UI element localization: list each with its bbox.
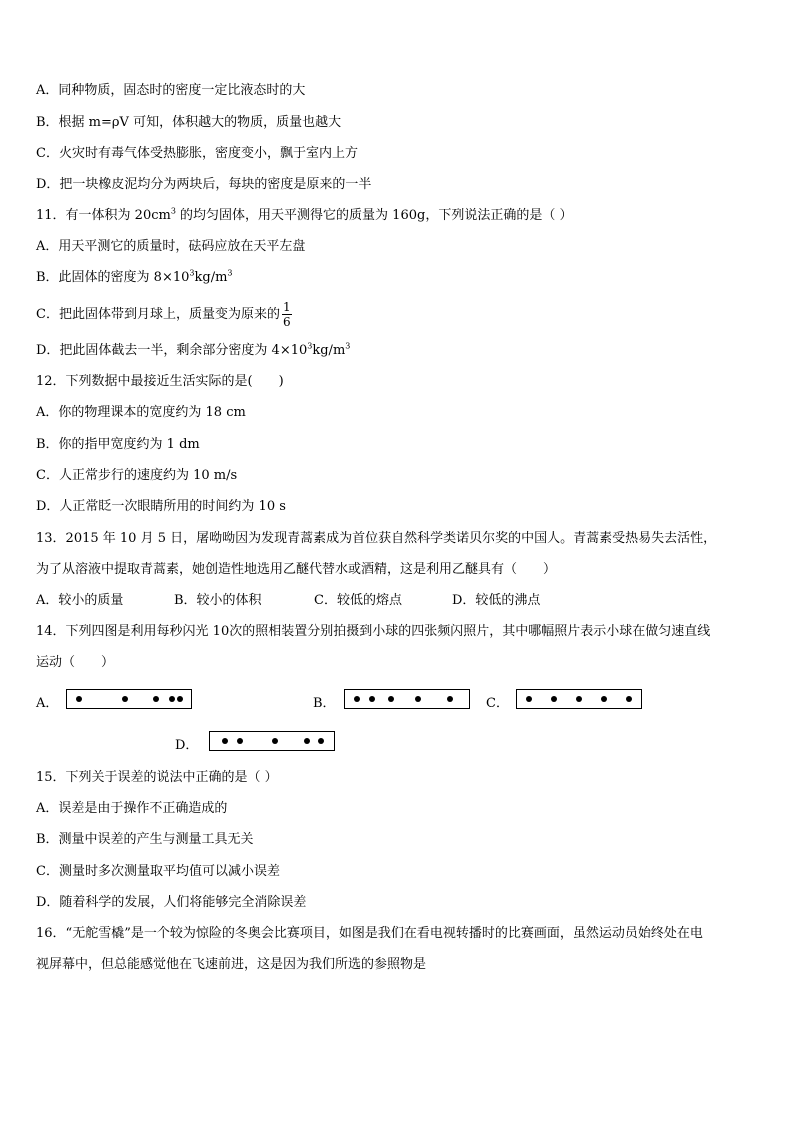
ball-dot [415,696,421,702]
ball-dot [318,738,324,744]
ball-dot [122,696,128,702]
strobe-photo-d [209,731,335,751]
q14-stem-line2: 运动（ ） [36,655,115,670]
q11-stem-sup: 3 [170,206,176,216]
q12-option-c: C．人正常步行的速度约为 10 m/s [36,468,238,483]
q13-option-c: C．较低的熔点 [314,593,402,608]
ball-dot [169,696,175,702]
strobe-label-a: A． [36,696,59,711]
ball-dot [153,696,159,702]
fraction-denominator: 6 [282,315,291,329]
q11-option-c-text: C．把此固体带到月球上，质量变为原来的 [36,307,280,322]
q11-option-b [36,270,233,286]
ball-dot [222,738,228,744]
fraction-one-sixth [282,300,292,329]
strobe-photo-a [66,689,192,709]
ball-dot [626,696,632,702]
q11-option-a: A．用天平测它的质量时，砝码应放在天平左盘 [36,239,306,254]
ball-dot [369,696,375,702]
ball-dot [237,738,243,744]
q11-stem-text-rest: 的均匀固体，用天平测得它的质量为 160g，下列说法正确的是（ ） [175,208,573,223]
q11-option-b-unit-sup: 3 [227,268,233,278]
q11-option-d-text: D．把此固体截去一半，剩余部分密度为 4×10 [36,343,308,358]
ball-dot [177,696,183,702]
q10-option-b: B．根据 m=ρV 可知，体积越大的物质，质量也越大 [36,115,342,130]
ball-dot [272,738,278,744]
q13-stem-line1: 13．2015 年 10 月 5 日，屠呦呦因为发现青蒿素成为首位获自然科学类诺贝尔奖的中国人。青蒿素受热易失去活性， [36,531,717,546]
q10-option-c: C．火灾时有毒气体受热膨胀，密度变小，飘于室内上方 [36,146,358,161]
ball-dot [76,696,82,702]
q10-option-a: A．同种物质，固态时的密度一定比液态时的大 [36,83,306,98]
q11-option-c [36,300,292,330]
q11-option-b-unit: kg/m [194,270,228,285]
q15-option-b: B．测量中误差的产生与测量工具无关 [36,832,254,847]
q11-option-b-text: B．此固体的密度为 8×10 [36,270,190,285]
q11-option-d-unit-sup: 3 [345,341,351,351]
q11-option-b-sup: 3 [189,268,195,278]
q11-stem [36,208,572,224]
q11-option-d-sup: 3 [307,341,313,351]
q11-option-d-unit: kg/m [312,343,346,358]
ball-dot [576,696,582,702]
strobe-label-b: B． [313,696,336,711]
strobe-photo-c [516,689,642,709]
q15-option-d: D．随着科学的发展，人们将能够完全消除误差 [36,895,307,910]
ball-dot [304,738,310,744]
ball-dot [526,696,532,702]
ball-dot [388,696,394,702]
q15-stem: 15．下列关于误差的说法中正确的是（ ） [36,770,278,785]
q12-option-a: A．你的物理课本的宽度约为 18 cm [36,405,246,420]
strobe-label-c: C． [486,696,509,711]
ball-dot [551,696,557,702]
ball-dot [447,696,453,702]
strobe-label-d: D． [175,738,199,753]
q13-stem-line2: 为了从溶液中提取青蒿素，她创造性地选用乙醚代替水或酒精，这是利用乙醚具有（ ） [36,562,557,577]
q13-option-d: D．较低的沸点 [452,593,541,608]
q15-option-c: C．测量时多次测量取平均值可以减小误差 [36,864,280,879]
q11-option-d [36,343,350,359]
q12-option-b: B．你的指甲宽度约为 1 dm [36,437,200,452]
q11-stem-text: 11．有一体积为 20cm [36,208,171,223]
ball-dot [601,696,607,702]
q10-option-d: D．把一块橡皮泥均分为两块后，每块的密度是原来的一半 [36,177,372,192]
q16-stem-line2: 视屏幕中，但总能感觉他在飞速前进，这是因为我们所选的参照物是 [36,957,427,972]
strobe-photo-b [344,689,470,709]
q14-stem-line1: 14．下列四图是利用每秒闪光 10次的照相装置分别拍摄到小球的四张频闪照片，其中哪幅照片表示小球在做匀速直线 [36,624,711,639]
q15-option-a: A．误差是由于操作不正确造成的 [36,801,228,816]
q12-option-d: D．人正常眨一次眼睛所用的时间约为 10 s [36,499,286,514]
q13-option-b: B．较小的体积 [174,593,262,608]
q12-stem: 12．下列数据中最接近生活实际的是( ) [36,374,284,389]
ball-dot [354,696,360,702]
q16-stem-line1: 16．“无舵雪橇”是一个较为惊险的冬奥会比赛项目，如图是我们在看电视转播时的比赛画面，虽然运动员始终处在电 [36,926,703,941]
fraction-numerator: 1 [282,300,291,314]
q13-option-a: A．较小的质量 [36,593,124,608]
